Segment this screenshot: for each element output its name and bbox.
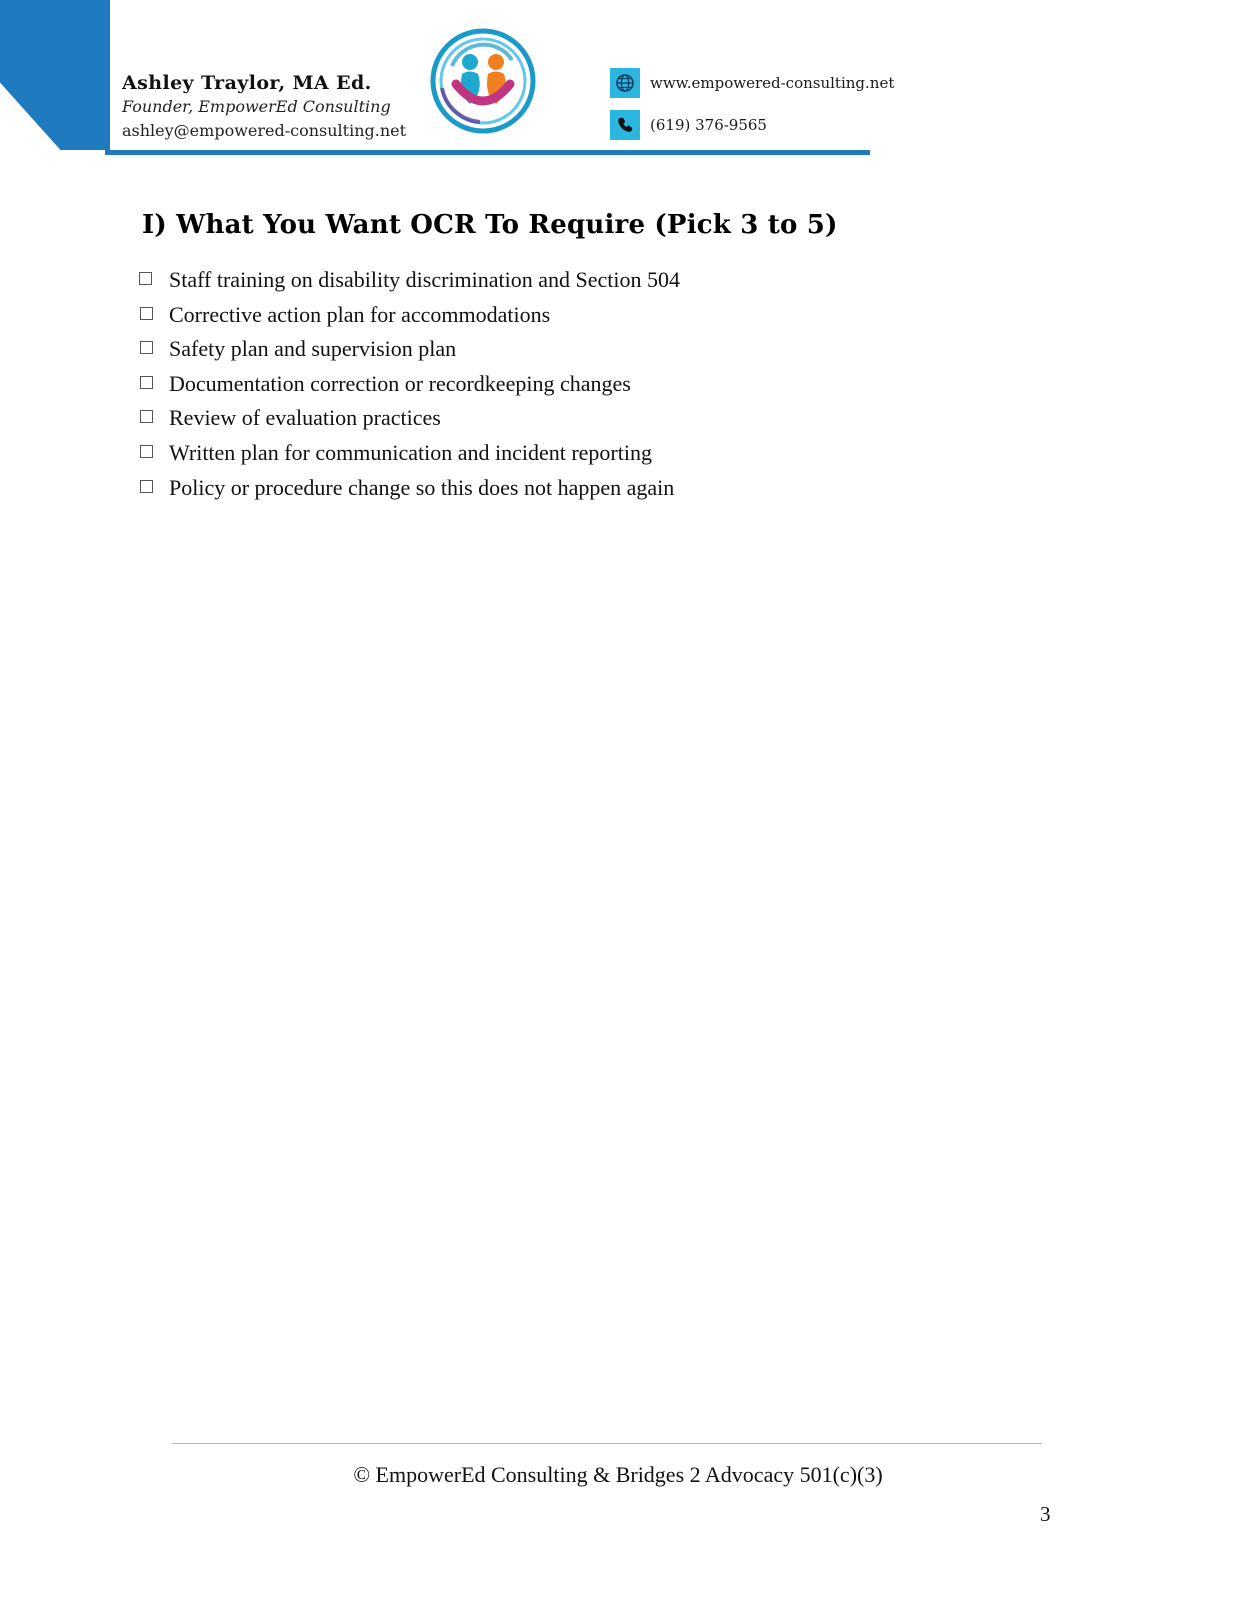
- phone-icon: [610, 110, 640, 140]
- list-item-label: Safety plan and supervision plan: [169, 336, 457, 362]
- list-item[interactable]: [0, 301, 1236, 330]
- footer-divider-rule: [172, 1443, 1042, 1444]
- website-row: [610, 68, 894, 98]
- founder-role: Founder, EmpowerEd Consulting: [122, 97, 391, 116]
- checkbox-icon[interactable]: [140, 480, 153, 493]
- checkbox-icon[interactable]: [140, 307, 153, 320]
- list-item[interactable]: [0, 266, 1236, 295]
- phone-text: (619) 376-9565: [650, 116, 767, 134]
- list-item-label: Policy or procedure change so this does not happen again: [169, 474, 675, 500]
- phone-row: [610, 110, 894, 140]
- website-text: www.empowered-consulting.net: [650, 74, 895, 92]
- document-body: [0, 210, 1236, 508]
- globe-icon: [610, 68, 640, 98]
- list-item[interactable]: [0, 370, 1236, 399]
- page-number: 3: [1040, 1502, 1051, 1526]
- checkbox-icon[interactable]: [140, 341, 153, 354]
- blue-corner-decoration: [0, 0, 110, 150]
- checkbox-icon[interactable]: [140, 445, 153, 458]
- checkbox-icon[interactable]: [139, 272, 152, 285]
- founder-name: Ashley Traylor, MA Ed.: [122, 72, 372, 94]
- page-title: I) What You Want OCR To Require (Pick 3 to 5): [142, 210, 838, 240]
- founder-email: ashley@empowered-consulting.net: [122, 121, 407, 140]
- list-item-label: Review of evaluation practices: [169, 405, 441, 431]
- checkbox-icon[interactable]: [140, 376, 153, 389]
- contact-block: [122, 72, 452, 140]
- list-item-label: Written plan for communication and incident reporting: [169, 439, 652, 465]
- empowered-consulting-logo: [418, 22, 548, 140]
- checkbox-icon[interactable]: [140, 410, 153, 423]
- letterhead: [0, 0, 1236, 165]
- header-contact-rows: [610, 68, 894, 152]
- list-item[interactable]: [0, 335, 1236, 364]
- list-item-label: Documentation correction or recordkeeping changes: [169, 370, 631, 396]
- list-item[interactable]: [0, 439, 1236, 468]
- list-item[interactable]: [0, 404, 1236, 433]
- list-item-label: Staff training on disability discrimination and Section 504: [169, 267, 681, 292]
- footer-copyright: © EmpowerEd Consulting & Bridges 2 Advocacy 501(c)(3): [353, 1462, 883, 1487]
- list-item[interactable]: [0, 474, 1236, 503]
- list-item-label: Corrective action plan for accommodations: [169, 301, 551, 327]
- requirements-checklist: [0, 266, 1236, 502]
